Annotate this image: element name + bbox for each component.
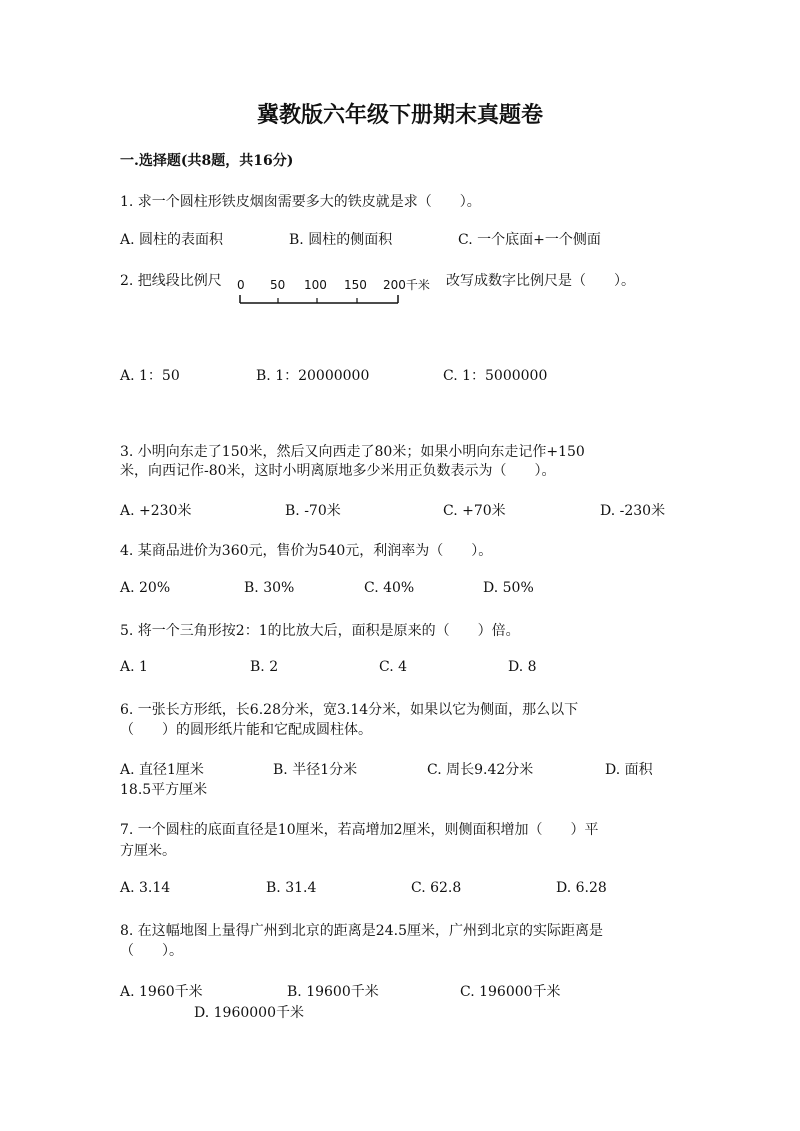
scale-label-0: 0 xyxy=(237,278,245,292)
q3-option-c[interactable]: C. +70米 xyxy=(443,503,506,519)
question-3-stem-line2: 米，向西记作-80米，这时小明离原地多少米用正负数表示为（ ）。 xyxy=(120,463,556,479)
question-6-stem-line1: 6. 一张长方形纸，长6.28分米，宽3.14分米，如果以它为侧面，那么以下 xyxy=(120,702,579,718)
q2-option-b[interactable]: B. 1：20000000 xyxy=(256,368,370,384)
q5-option-b[interactable]: B. 2 xyxy=(250,659,279,675)
question-4-stem: 4. 某商品进价为360元，售价为540元，利润率为（ ）。 xyxy=(120,543,493,559)
q3-option-d[interactable]: D. -230米 xyxy=(600,503,666,519)
q1-option-c[interactable]: C. 一个底面+一个侧面 xyxy=(458,232,601,248)
q2-option-c[interactable]: C. 1：5000000 xyxy=(443,368,548,384)
q1-option-a[interactable]: A. 圆柱的表面积 xyxy=(120,232,224,248)
q4-option-a[interactable]: A. 20% xyxy=(120,580,171,596)
q4-option-b[interactable]: B. 30% xyxy=(244,580,295,596)
q7-option-b[interactable]: B. 31.4 xyxy=(266,880,317,896)
q3-option-b[interactable]: B. -70米 xyxy=(285,503,341,519)
q8-option-a[interactable]: A. 1960千米 xyxy=(120,984,203,1000)
q6-option-c[interactable]: C. 周长9.42分米 xyxy=(427,762,534,778)
question-7-stem-line2: 方厘米。 xyxy=(120,843,176,859)
question-2-stem-end: 改写成数字比例尺是（ ）。 xyxy=(446,273,635,289)
q8-option-d[interactable]: D. 1960000千米 xyxy=(194,1005,304,1021)
q8-option-b[interactable]: B. 19600千米 xyxy=(287,984,379,1000)
question-5-stem: 5. 将一个三角形按2：1的比放大后，面积是原来的（ ）倍。 xyxy=(120,623,520,639)
q8-option-c[interactable]: C. 196000千米 xyxy=(460,984,561,1000)
q5-option-d[interactable]: D. 8 xyxy=(508,659,537,675)
q4-option-d[interactable]: D. 50% xyxy=(483,580,534,596)
q7-option-d[interactable]: D. 6.28 xyxy=(556,880,607,896)
q7-option-a[interactable]: A. 3.14 xyxy=(120,880,171,896)
scale-label-100: 100 xyxy=(304,278,327,292)
question-2-stem-start: 2. 把线段比例尺 xyxy=(120,273,222,289)
q2-option-a[interactable]: A. 1：50 xyxy=(120,368,180,384)
question-8-stem-line2: （ ）。 xyxy=(120,943,183,959)
question-3-stem-line1: 3. 小明向东走了150米，然后又向西走了80米；如果小明向东走记作+150 xyxy=(120,444,585,460)
q3-option-a[interactable]: A. +230米 xyxy=(120,503,192,519)
scale-label-50: 50 xyxy=(270,278,286,292)
q6-option-a[interactable]: A. 直径1厘米 xyxy=(120,762,204,778)
question-7-stem-line1: 7. 一个圆柱的底面直径是10厘米，若高增加2厘米，则侧面积增加（ ）平 xyxy=(120,822,599,838)
q6-option-d-continued: 18.5平方厘米 xyxy=(120,782,208,798)
section-heading: 一.选择题(共8题，共16分) xyxy=(120,153,294,169)
q6-option-b[interactable]: B. 半径1分米 xyxy=(273,762,358,778)
question-1-stem: 1. 求一个圆柱形铁皮烟囱需要多大的铁皮就是求（ ）。 xyxy=(120,194,481,210)
q7-option-c[interactable]: C. 62.8 xyxy=(411,880,462,896)
q1-option-b[interactable]: B. 圆柱的侧面积 xyxy=(289,232,393,248)
scale-label-200: 200千米 xyxy=(383,278,430,292)
q6-option-d[interactable]: D. 面积 xyxy=(605,762,653,778)
q4-option-c[interactable]: C. 40% xyxy=(364,580,415,596)
page-title: 冀教版六年级下册期末真题卷 xyxy=(256,102,543,128)
question-8-stem-line1: 8. 在这幅地图上量得广州到北京的距离是24.5厘米，广州到北京的实际距离是 xyxy=(120,923,603,939)
question-6-stem-line2: （ ）的圆形纸片能和它配成圆柱体。 xyxy=(120,722,372,738)
line-segment-scale xyxy=(236,273,446,307)
q5-option-a[interactable]: A. 1 xyxy=(120,659,148,675)
scale-label-150: 150 xyxy=(344,278,367,292)
q5-option-c[interactable]: C. 4 xyxy=(379,659,408,675)
